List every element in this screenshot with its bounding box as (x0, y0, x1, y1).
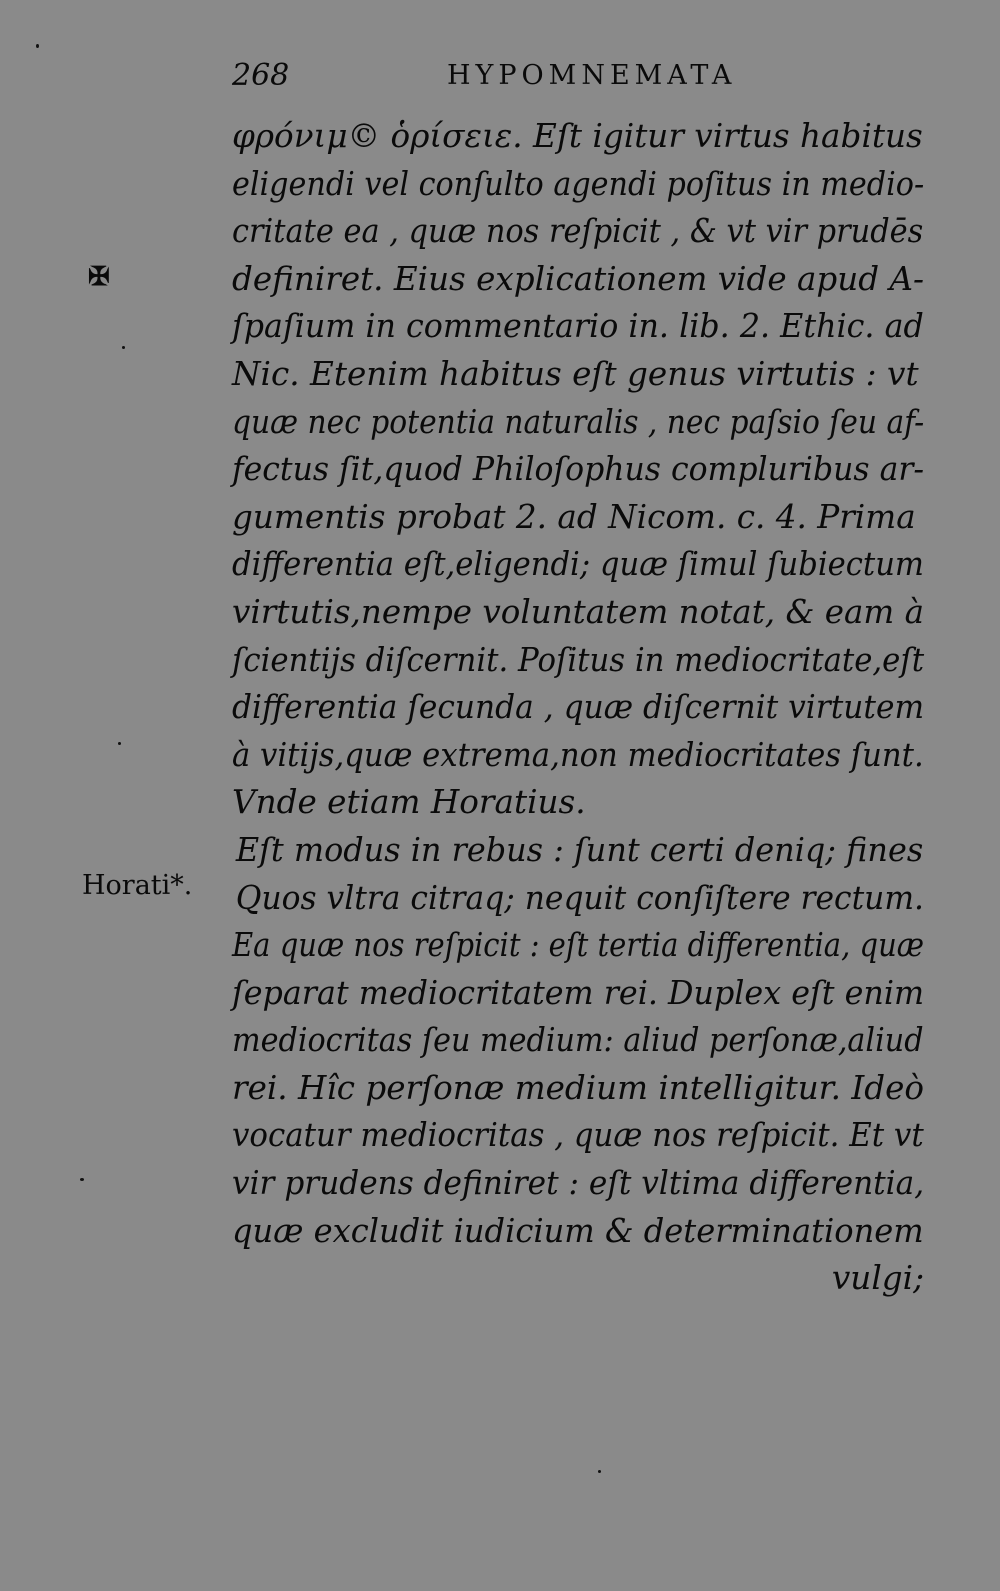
running-title: HYPOMNEMATA (447, 60, 737, 91)
text-line: quæ nec potentia naturalis , nec paſsio ſeu af- (232, 401, 925, 441)
text-line: φρόνιμ© ὁρίσειε. Eſt igitur virtus habitus (232, 116, 923, 155)
text-line: mediocritas ſeu medium: aliud perſonæ,aliud (232, 1020, 924, 1060)
ink-speck (598, 1470, 601, 1473)
text-line: ſeparat mediocritatem rei. Duplex eſt enim (232, 972, 925, 1012)
ink-speck (122, 346, 125, 349)
body-text (232, 112, 932, 1302)
text-line: à vitijs,quæ extrema,non mediocritates ſunt. (232, 734, 924, 774)
ink-speck (118, 742, 121, 745)
text-line: gumentis probat 2. ad Nicom. c. 4. Prima (232, 496, 916, 536)
page-header (232, 58, 922, 102)
text-line: definiret. Eius explicationem vide apud A- (232, 258, 924, 298)
text-line: differentia ſecunda , quæ diſcernit virtutem (232, 687, 925, 727)
text-line: virtutis,nempe voluntatem notat, & eam à (232, 591, 925, 631)
marginal-mark: ✠ (88, 262, 110, 292)
text-line: rei. Hîc perſonæ medium intelligitur. Ideò (232, 1067, 924, 1107)
verse-line: Quos vltra citraq; nequit conſiſtere rectum. (235, 877, 925, 917)
text-line: Nic. Etenim habitus eſt genus virtutis : vt (232, 353, 919, 393)
text-line: Ea quæ nos reſpicit : eſt tertia differentia, quæ (232, 925, 925, 965)
catchword: vulgi; (831, 1258, 925, 1298)
margin-note-horati: Horati*. (82, 870, 193, 901)
text-line: fectus ſit,quod Philoſophus compluribus ar- (232, 449, 925, 489)
text-line: Vnde etiam Horatius. (232, 782, 586, 822)
ink-speck (80, 1178, 84, 1181)
text-line: critate ea , quæ nos reſpicit , & vt vir prudēs (232, 211, 924, 251)
page-number: 268 (232, 58, 290, 93)
verse-line: Eſt modus in rebus : ſunt certi deniq; fines (235, 829, 924, 869)
text-line: ſpaſium in commentario in. lib. 2. Ethic. ad (232, 306, 924, 346)
text-line: ſcientijs diſcernit. Poſitus in mediocritate,eſt (232, 639, 925, 679)
ink-speck (36, 44, 39, 48)
text-line: differentia eſt,eligendi; quæ ſimul ſubiectum (232, 544, 924, 584)
text-line: vir prudens definiret : eſt vltima differentia, (232, 1163, 925, 1203)
text-line: quæ excludit iudicium & determinationem (232, 1210, 924, 1250)
text-line: eligendi vel conſulto agendi poſitus in medio- (232, 163, 925, 203)
text-line: vocatur mediocritas , quæ nos reſpicit. Et vt (232, 1115, 924, 1155)
